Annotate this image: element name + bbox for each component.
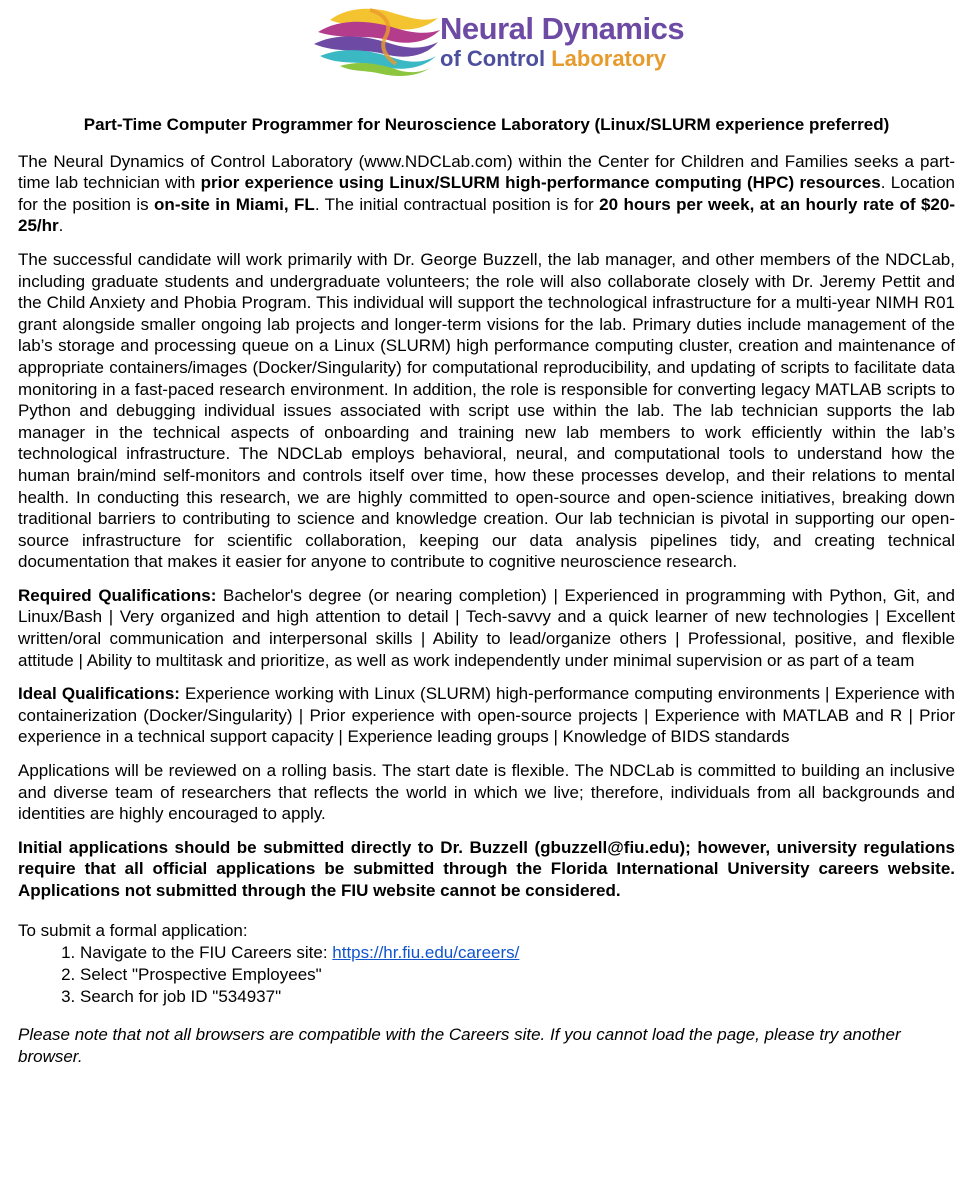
intro-text-3: . The initial contractual position is for <box>314 194 600 214</box>
intro-bold-1: prior experience using Linux/SLURM high-performance computing (HPC) resources <box>200 173 881 193</box>
job-id: 534937 <box>218 986 276 1006</box>
submit-step-2: 2. Select "Prospective Employees" <box>80 964 955 986</box>
intro-text-1: The Neural Dynamics of Control Laboratory (www.NDCLab.com) within the Center for Children and Families seeks a part-time lab technician with <box>18 151 955 193</box>
fiu-careers-link[interactable]: https://hr.fiu.edu/careers/ <box>332 942 520 962</box>
logo-subtitle-part1: of Control <box>440 46 552 71</box>
lab-logo <box>310 6 685 76</box>
job-posting <box>18 114 955 1068</box>
logo-title: Neural Dynamics <box>440 11 685 46</box>
ideal-qualifications <box>18 683 955 748</box>
logo-subtitle <box>440 46 666 72</box>
ideal-label: Ideal Qualifications: <box>18 684 180 704</box>
required-text: Bachelor's degree (or nearing completion) | Experienced in programming with Python, Git, and Linux/Bash | Very organized and high attention to detail | Tech-savvy and a quick learner of new technologies | Excellent written/oral communication and interpersonal skills | Ability to lead/organize others | Professional, positive, and flexible attitude | Ability to multitask and prioritize, as well as work independently under minimal supervision or as part of a team <box>18 585 955 670</box>
required-qualifications <box>18 585 955 671</box>
logo-subtitle-part2: Laboratory <box>551 46 667 71</box>
submit-instructions-intro: To submit a formal application: <box>18 920 248 940</box>
brain-wave-logo-icon <box>310 6 445 76</box>
step1-text: Navigate to the FIU Careers site: <box>80 942 333 962</box>
intro-bold-3: 20 hours per week, at an hourly rate of $20-25/hr <box>18 194 955 236</box>
required-label: Required Qualifications: <box>18 585 217 605</box>
job-title: Part-Time Computer Programmer for Neuroscience Laboratory (Linux/SLURM experience preferred) <box>83 115 890 134</box>
initial-applications-paragraph: Initial applications should be submitted directly to Dr. Buzzell (gbuzzell@fiu.edu); however, university regulations require that all official applications be submitted through the Florida International University careers website. Applications not submitted through the FIU website cannot be considered. <box>18 837 955 900</box>
browser-note: Please note that not all browsers are compatible with the Careers site. If you cannot load the page, please try another browser. <box>18 1024 901 1066</box>
step3-end: " <box>275 986 282 1006</box>
submit-steps-list <box>18 942 955 1008</box>
submit-step-3 <box>80 986 955 1008</box>
intro-bold-2: on-site in Miami, FL <box>154 194 315 214</box>
intro-paragraph <box>18 151 955 237</box>
description-paragraph: The successful candidate will work primarily with Dr. George Buzzell, the lab manager, and other members of the NDCLab, including graduate students and undergraduate volunteers; the role will also collaborate closely with Dr. Jeremy Pettit and the Child Anxiety and Phobia Program. This individual will support the technological infrastructure for a multi-year NIMH R01 grant alongside smaller ongoing lab projects and longer-term visions for the lab. Primary duties include management of the lab’s storage and processing queue on a Linux (SLURM) high performance computing cluster, creation and maintenance of appropriate containers/images (Docker/Singularity) for computational reproducibility, and updating of scripts to facilitate data monitoring in a fast-paced research environment. In addition, the role is responsible for converting legacy MATLAB scripts to Python and debugging individual issues associated with script use within the lab. The lab technician supports the lab manager in the technical aspects of onboarding and training new lab members to work efficiently within the lab’s technological infrastructure. The NDCLab employs behavioral, neural, and computational tools to understand how the human brain/mind self-monitors and controls itself over time, how these processes develop, and their relations to mental health. In conducting this research, we are highly committed to open-source and open-science initiatives, breaking down traditional barriers to contributing to science and knowledge creation. Our lab technician is pivotal in supporting our open-source infrastructure for scientific collaboration, keeping our data analysis pipelines tidy, and creating technical documentation that makes it easier for anyone to contribute to cognitive neuroscience research. <box>18 249 955 572</box>
intro-text-4: . <box>58 216 64 236</box>
rolling-basis-paragraph: Applications will be reviewed on a rolling basis. The start date is flexible. The NDCLab is committed to building an inclusive and diverse team of researchers that reflects the world in which we live; therefore, individuals from all backgrounds and identities are highly encouraged to apply. <box>18 761 955 824</box>
ideal-text: Experience working with Linux (SLURM) high-performance computing environments | Experience with containerization (Docker/Singularity) | Prior experience with open-source projects | Experience with MATLAB and R | Prior experience in a technical support capacity | Experience leading groups | Knowledge of BIDS standards <box>18 684 955 747</box>
submit-step-1 <box>80 942 955 964</box>
step3-text: Search for job ID " <box>80 986 219 1006</box>
intro-text-2: . Location for the position is <box>18 173 955 214</box>
